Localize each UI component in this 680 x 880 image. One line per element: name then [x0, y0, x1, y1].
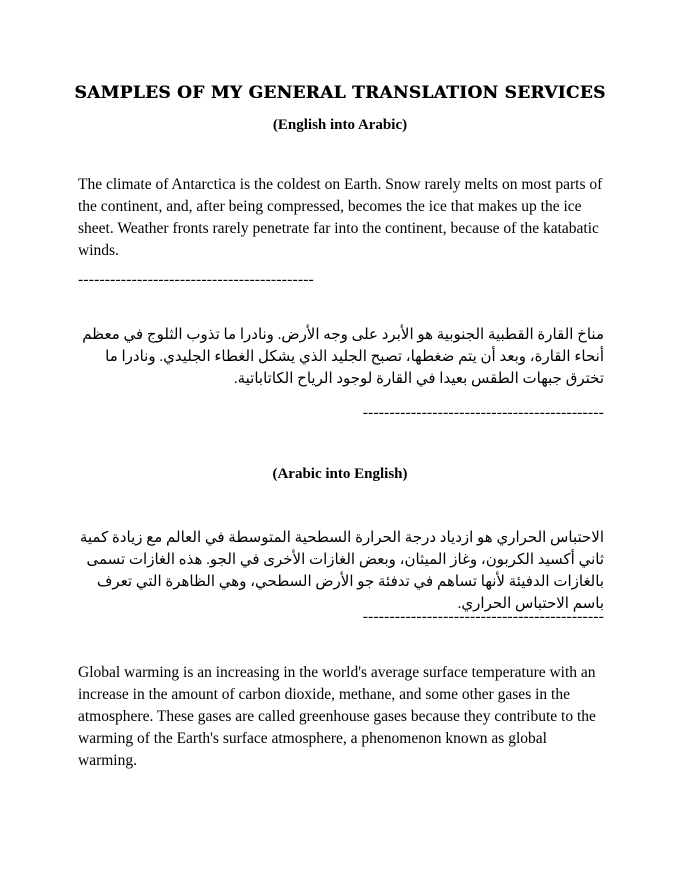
dashed-separator-after-english-antarctica: -------------------------------------------- — [78, 271, 314, 288]
document-title: SAMPLES OF MY GENERAL TRANSLATION SERVICES — [74, 83, 606, 103]
paragraph-arabic-antarctica-translation: مناخ القارة القطبية الجنوبية هو الأبرد على وجه الأرض. ونادرا ما تذوب الثلوج في معظم أنحاء القارة، وبعد أن يتم ضغطها، تصبح الجليد الذي يشكل الغطاء الجليدي. ونادرا ما تخترق جبهات الطقس بعيدا في القارة لوجود الرياح الكاتاباتية. — [82, 327, 604, 387]
section-heading-english-into-arabic: (English into Arabic) — [272, 117, 408, 133]
section-heading-arabic-into-english: (Arabic into English) — [272, 466, 408, 482]
paragraph-english-antarctica: The climate of Antarctica is the coldest on Earth. Snow rarely melts on most parts of the continent, and, after being compressed, becomes the ice that makes up the ice sheet. Weather fronts rarely penetrate far into the continent, because of the katabatic winds. — [78, 176, 603, 259]
dashed-separator-after-arabic-global-warming: --------------------------------------------- — [362, 608, 604, 625]
paragraph-english-global-warming-translation: Global warming is an increasing in the world's average surface temperature with an increase in the amount of carbon dioxide, methane, and some other gases in the atmosphere. These gases are called greenhouse gases because they contribute to the warming of the Earth's surface atmosphere, a phenomenon known as global warming. — [78, 664, 596, 769]
dashed-separator-after-arabic-antarctica: --------------------------------------------- — [362, 404, 604, 421]
paragraph-arabic-global-warming: الاحتباس الحراري هو ازدياد درجة الحرارة السطحية المتوسطة في العالم مع زيادة كمية ثاني أكسيد الكربون، وغاز الميثان، وبعض الغازات الأخرى في الجو. هذه الغازات تسمى بالغازات الدفيئة لأنها تساهم في تدفئة جو الأرض السطحي، وهي الظاهرة التي تعرف باسم الاحتباس الحراري. — [79, 530, 604, 612]
